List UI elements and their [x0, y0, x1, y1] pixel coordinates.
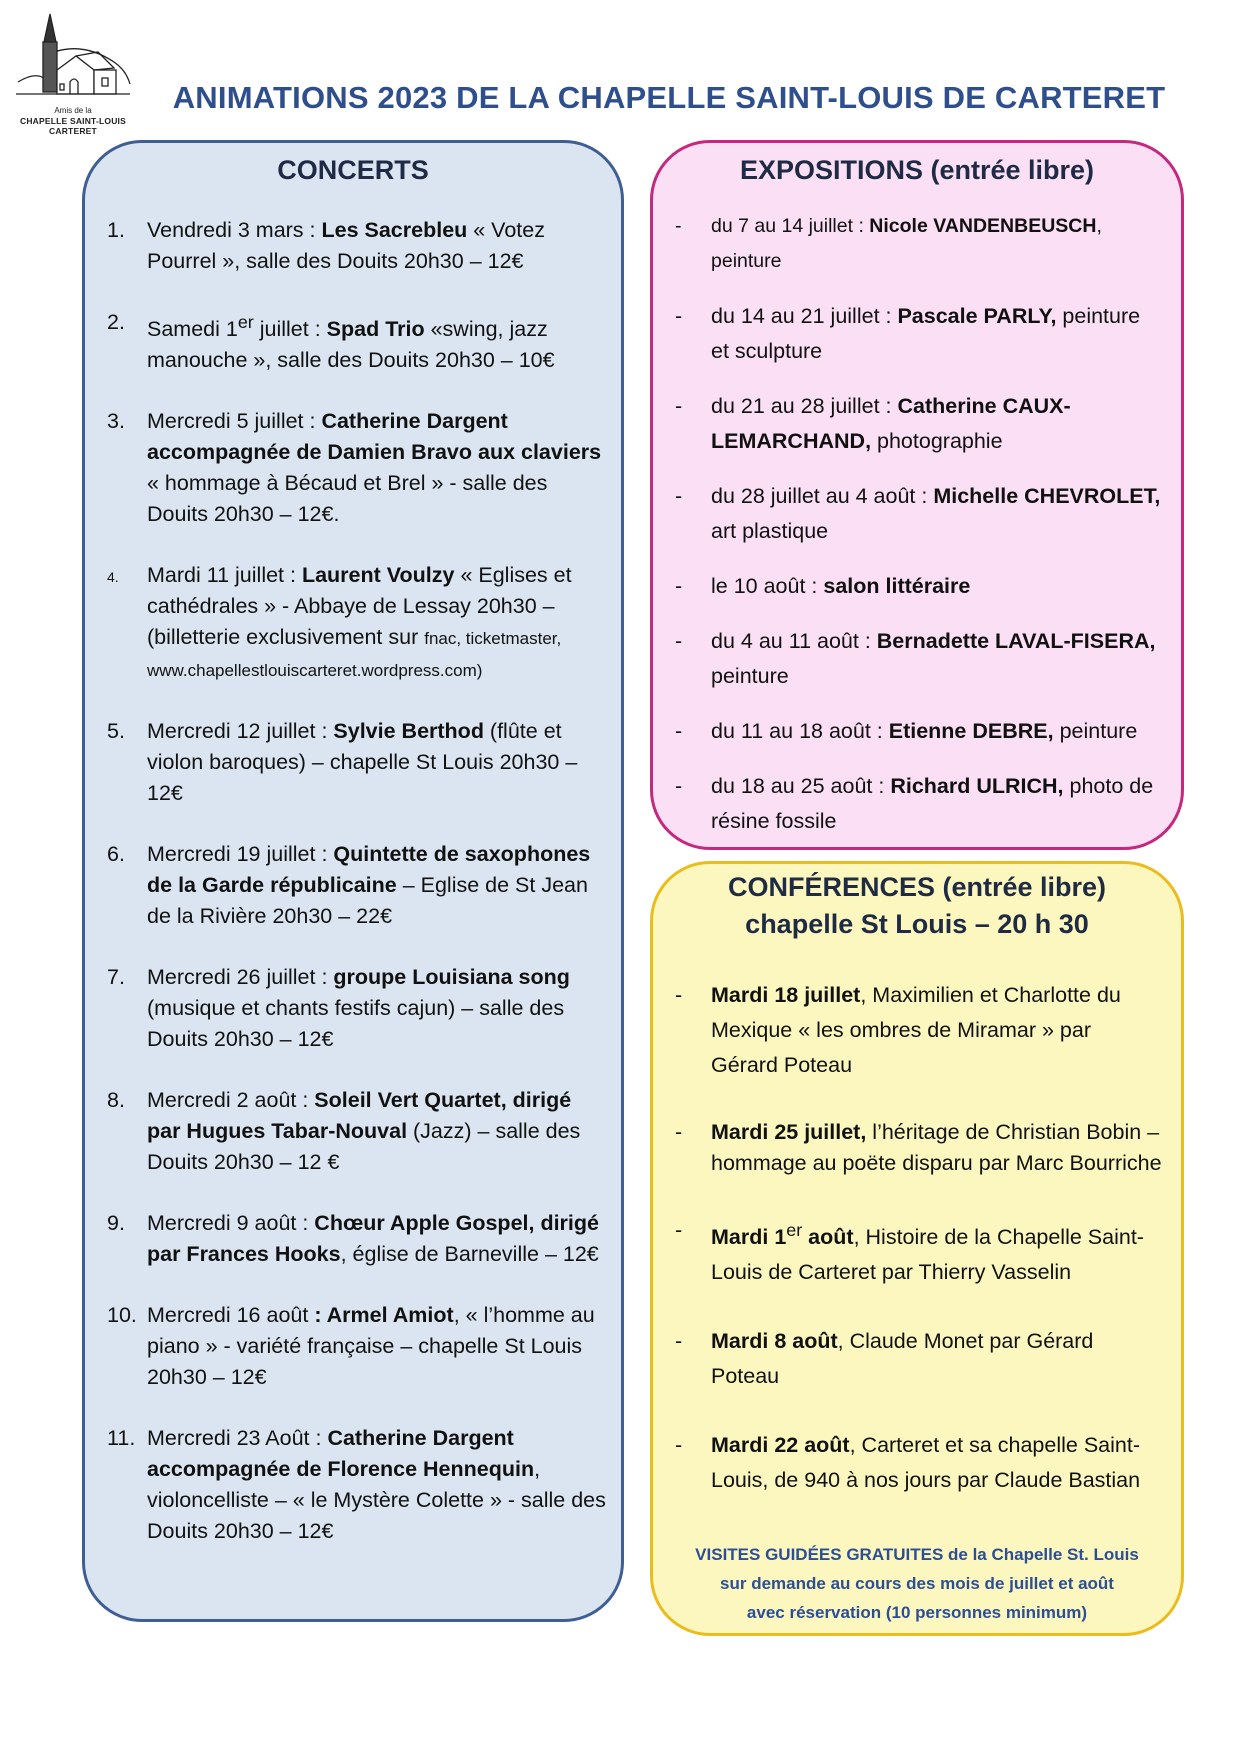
page-title: ANIMATIONS 2023 DE LA CHAPELLE SAINT-LOUIS DE CARTERET	[172, 80, 1166, 115]
concert-artist: Soleil Vert Quartet, dirigé par Hugues Tabar-Nouval	[147, 1088, 572, 1144]
exposition-medium: photographie	[871, 429, 1003, 453]
concert-date: Mercredi 5 juillet :	[147, 409, 322, 434]
exposition-dates: du 4 au 11 août :	[711, 629, 877, 653]
conference-topic: , Histoire de la Chapelle Saint-Louis de Carteret par Thierry Vasselin	[711, 1225, 1144, 1285]
dash-bullet: -	[675, 484, 683, 508]
concert-number: 10.	[107, 1303, 137, 1328]
concert-artist: Chœur Apple Gospel, dirigé par Frances Hooks	[147, 1211, 599, 1267]
visits-line: VISITES GUIDÉES GRATUITES de la Chapelle St. Louis	[695, 1545, 1139, 1564]
concert-item	[107, 215, 607, 277]
exposition-artist: Bernadette LAVAL-FISERA,	[876, 629, 1156, 653]
concert-date: Mercredi 26 juillet :	[147, 965, 334, 990]
concert-details: , violoncelliste – « le Mystère Colette » - salle des Douits 20h30 – 12€	[147, 1457, 606, 1544]
exposition-medium: peinture et sculpture	[711, 304, 1141, 363]
concert-details: (Jazz) – salle des Douits 20h30 – 12 €	[147, 1119, 581, 1175]
exposition-medium: peinture	[711, 664, 789, 688]
exposition-item	[673, 769, 1163, 839]
concert-number: 9.	[107, 1211, 125, 1236]
concert-number: 4.	[107, 569, 119, 586]
exposition-item	[673, 624, 1163, 694]
concert-date: Mercredi 23 Août :	[147, 1426, 328, 1451]
concerts-list	[107, 215, 607, 1577]
exposition-dates: du 11 au 18 août :	[711, 719, 889, 743]
conference-item	[673, 1213, 1163, 1290]
concert-details: , « l’homme au piano » - variété française – chapelle St Louis 20h30 – 12€	[147, 1303, 595, 1390]
logo-line3: CARTERET	[49, 126, 97, 136]
exposition-item	[673, 209, 1163, 279]
concert-date: Mercredi 12 juillet :	[147, 719, 334, 744]
concert-number: 2.	[107, 310, 125, 334]
concert-number: 5.	[107, 719, 125, 744]
exposition-item	[673, 479, 1163, 549]
concert-date: Mercredi 16 août	[147, 1303, 315, 1328]
conferences-title-line1: CONFÉRENCES (entrée libre)	[727, 872, 1107, 902]
exposition-medium: photo de résine fossile	[711, 774, 1154, 833]
conference-topic: l’héritage de Christian Bobin – hommage au poëte disparu par Marc Bourriche	[711, 1120, 1162, 1175]
conference-date: Mardi 8 août	[711, 1329, 838, 1354]
concert-details: (musique et chants festifs cajun) – salle des Douits 20h30 – 12€	[147, 996, 565, 1052]
conference-topic: , Maximilien et Charlotte du Mexique « les ombres de Miramar » par Gérard Poteau	[711, 983, 1121, 1077]
conference-item	[673, 1117, 1163, 1179]
conference-date-sup: er	[786, 1220, 803, 1240]
dash-bullet: -	[675, 304, 683, 328]
conference-topic: , Claude Monet par Gérard Poteau	[711, 1329, 1094, 1389]
concert-artist: Quintette de saxophones de la Garde républicaine	[147, 842, 591, 898]
concert-number: 8.	[107, 1088, 125, 1113]
concert-number: 7.	[107, 965, 125, 990]
conference-date-rest: août	[802, 1225, 854, 1250]
concert-number: 3.	[107, 409, 125, 434]
concert-date: Vendredi 3 mars :	[147, 218, 322, 242]
concert-artist: groupe Louisiana song	[333, 965, 570, 990]
dash-bullet: -	[675, 1329, 683, 1354]
dash-bullet: -	[675, 719, 683, 743]
exposition-artist: salon littéraire	[823, 574, 971, 598]
concert-artist: Catherine Dargent accompagnée de Florence Hennequin	[147, 1426, 535, 1482]
exposition-dates: du 18 au 25 août :	[711, 774, 891, 798]
concert-artist: Les Sacrebleu	[321, 218, 468, 242]
concert-ticketing: fnac, ticketmaster, www.chapellestlouiscarteret.wordpress.com)	[147, 629, 562, 681]
logo-line2: CHAPELLE SAINT-LOUIS	[19, 116, 126, 126]
concert-details: , église de Barneville – 12€	[340, 1242, 599, 1267]
visits-line: sur demande au cours des mois de juillet et août	[720, 1574, 1114, 1593]
exposition-dates: le 10 août :	[711, 574, 824, 598]
concert-details: « hommage à Bécaud et Brel » - salle des Douits 20h30 – 12€.	[147, 471, 548, 527]
exposition-dates: du 14 au 21 juillet :	[711, 304, 898, 328]
conference-date: Mardi 22 août	[711, 1433, 850, 1458]
guided-visits-note	[663, 1540, 1171, 1627]
concert-item	[107, 716, 607, 809]
concert-details: « Votez Pourrel », salle des Douits 20h30 – 12€	[147, 218, 545, 273]
concert-date: Samedi 1	[147, 317, 238, 342]
concert-date: Mardi 11 juillet :	[147, 563, 302, 588]
exposition-medium: peinture	[1053, 719, 1138, 743]
visits-line: avec réservation (10 personnes minimum)	[746, 1603, 1088, 1622]
exposition-artist: Richard ULRICH,	[890, 774, 1064, 798]
exposition-artist: Pascale PARLY,	[897, 304, 1057, 328]
dash-bullet: -	[675, 1218, 683, 1242]
concert-date-rest: juillet :	[253, 317, 327, 342]
expositions-list	[673, 209, 1163, 859]
conferences-title	[653, 869, 1181, 943]
concert-artist: Spad Trio	[326, 317, 425, 342]
conferences-panel	[650, 861, 1184, 1636]
concert-number: 1.	[107, 218, 125, 242]
exposition-artist: Nicole VANDENBEUSCH	[869, 215, 1097, 237]
conferences-list	[673, 978, 1163, 1532]
concert-item	[107, 1300, 607, 1393]
exposition-artist: Catherine CAUX-LEMARCHAND,	[711, 394, 1071, 453]
exposition-item	[673, 389, 1163, 459]
concert-number: 11.	[107, 1426, 136, 1451]
concert-date: Mercredi 19 juillet :	[147, 842, 334, 867]
concerts-title: CONCERTS	[277, 155, 429, 185]
concert-artist: Laurent Voulzy	[301, 563, 455, 588]
exposition-dates: du 7 au 14 juillet :	[711, 215, 870, 237]
conferences-title-line2: chapelle St Louis – 20 h 30	[745, 909, 1089, 939]
exposition-medium: , peinture	[711, 215, 1102, 272]
dash-bullet: -	[675, 1120, 683, 1144]
dash-bullet: -	[675, 574, 683, 598]
concert-item	[107, 406, 607, 530]
conference-item	[673, 1324, 1163, 1394]
dash-bullet: -	[675, 1433, 683, 1458]
exposition-artist: Etienne DEBRE,	[888, 719, 1054, 743]
dash-bullet: -	[675, 983, 683, 1007]
conference-item	[673, 1428, 1163, 1498]
concert-date: Mercredi 9 août :	[147, 1211, 315, 1236]
conference-topic: , Carteret et sa chapelle Saint-Louis, de 940 à nos jours par Claude Bastian	[711, 1433, 1141, 1493]
concert-item	[107, 1423, 607, 1547]
concert-details: (flûte et violon baroques) – chapelle St Louis 20h30 – 12€	[147, 719, 578, 806]
dash-bullet: -	[675, 629, 683, 653]
exposition-dates: du 28 juillet au 4 août :	[711, 484, 934, 508]
concert-item	[107, 962, 607, 1055]
concert-item	[107, 1085, 607, 1178]
concert-item	[107, 1208, 607, 1270]
dash-bullet: -	[675, 215, 682, 237]
conference-date: Mardi 25 juillet,	[711, 1120, 867, 1144]
concert-artist: Sylvie Berthod	[333, 719, 484, 744]
exposition-item	[673, 569, 1163, 604]
concert-item	[107, 560, 607, 686]
exposition-item	[673, 299, 1163, 369]
expositions-title: EXPOSITIONS (entrée libre)	[739, 155, 1095, 185]
concert-item	[107, 307, 607, 376]
logo-line1: Amis de la	[54, 106, 92, 115]
dash-bullet: -	[675, 394, 683, 418]
concert-details: «swing, jazz manouche », salle des Douits 20h30 – 10€	[147, 317, 555, 373]
concert-details: – Eglise de St Jean de la Rivière 20h30 – 22€	[147, 873, 588, 929]
exposition-item	[673, 714, 1163, 749]
concert-details: « Eglises et cathédrales » - Abbaye de Lessay 20h30 – (billetterie exclusivement sur	[147, 563, 572, 650]
dash-bullet: -	[675, 774, 683, 798]
concerts-panel	[82, 140, 624, 1622]
exposition-medium: art plastique	[711, 519, 829, 543]
concert-artist: Catherine Dargent accompagnée de Damien Bravo aux claviers	[147, 409, 602, 465]
concert-number: 6.	[107, 842, 125, 867]
exposition-artist: Michelle CHEVROLET,	[933, 484, 1161, 508]
conference-date: Mardi 1	[711, 1225, 787, 1250]
concert-date: Mercredi 2 août :	[147, 1088, 315, 1113]
exposition-dates: du 21 au 28 juillet :	[711, 394, 898, 418]
expositions-panel	[650, 140, 1184, 850]
conference-item	[673, 978, 1163, 1083]
concert-item	[107, 839, 607, 932]
conference-date: Mardi 18 juillet	[711, 983, 861, 1007]
concert-artist: : Armel Amiot	[314, 1303, 454, 1328]
concert-date-sup: er	[237, 312, 254, 332]
